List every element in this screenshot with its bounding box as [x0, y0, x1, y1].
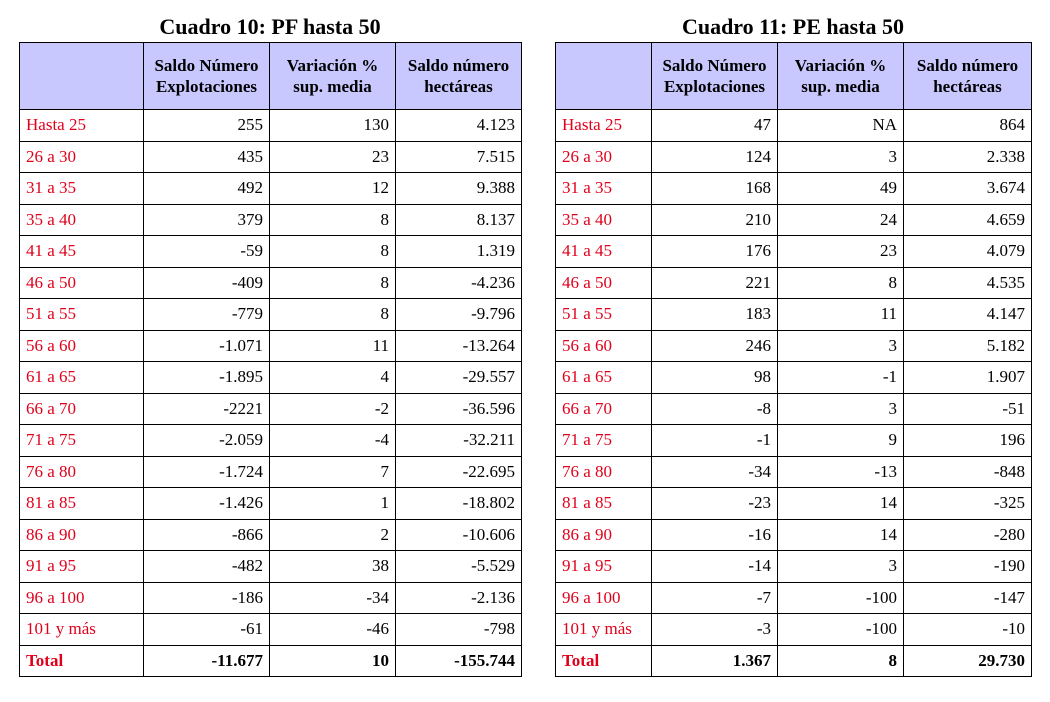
row-label: 101 y más: [20, 614, 144, 646]
table-cell: -10.606: [396, 519, 522, 551]
table-row: [556, 267, 1032, 299]
row-label: 66 a 70: [20, 393, 144, 425]
table-row: [20, 456, 522, 488]
row-label: 96 a 100: [556, 582, 652, 614]
table-cell: -13: [778, 456, 904, 488]
table-row: [556, 614, 1032, 646]
table-cell: 8: [270, 204, 396, 236]
table-cell: -8: [652, 393, 778, 425]
table-cell: -2221: [144, 393, 270, 425]
table-cell: 2.338: [904, 141, 1032, 173]
table-cell: 492: [144, 173, 270, 205]
table-row: [20, 173, 522, 205]
table-row: [556, 456, 1032, 488]
header-corner-cell: [20, 43, 144, 110]
row-label: 46 a 50: [20, 267, 144, 299]
table-row: [20, 614, 522, 646]
column-header: Saldo número hectáreas: [396, 43, 522, 110]
table-cell: -2.136: [396, 582, 522, 614]
table-cell: -4: [270, 425, 396, 457]
row-label: 61 a 65: [556, 362, 652, 394]
row-label: 81 a 85: [20, 488, 144, 520]
total-label: Total: [20, 645, 144, 677]
table-cell: -1.071: [144, 330, 270, 362]
table-row: [556, 582, 1032, 614]
table-row: [20, 236, 522, 268]
table-cell: 4.659: [904, 204, 1032, 236]
table-cell: -32.211: [396, 425, 522, 457]
table-cell: 38: [270, 551, 396, 583]
table-row: [556, 425, 1032, 457]
table-title: Cuadro 11: PE hasta 50: [681, 14, 905, 39]
data-table: [19, 42, 522, 677]
row-label: 56 a 60: [556, 330, 652, 362]
column-header: Saldo Número Explotaciones: [652, 43, 778, 110]
table-cell: -325: [904, 488, 1032, 520]
table-cell: -1.426: [144, 488, 270, 520]
table-cell: 221: [652, 267, 778, 299]
column-header: Saldo número hectáreas: [904, 43, 1032, 110]
table-cell: -23: [652, 488, 778, 520]
table-cell: 864: [904, 110, 1032, 142]
table-cell: 3: [778, 393, 904, 425]
table-row: [556, 551, 1032, 583]
table-cell: 23: [270, 141, 396, 173]
table-cell: -18.802: [396, 488, 522, 520]
table-cell: -482: [144, 551, 270, 583]
table-cell: -3: [652, 614, 778, 646]
table-cell: -59: [144, 236, 270, 268]
row-label: 35 a 40: [20, 204, 144, 236]
total-row: [20, 645, 522, 677]
table-cell: 3.674: [904, 173, 1032, 205]
table-cell: 3: [778, 330, 904, 362]
table-title: Cuadro 10: PF hasta 50: [159, 14, 381, 39]
table-cell: 12: [270, 173, 396, 205]
table-cell: -848: [904, 456, 1032, 488]
table-cell: 196: [904, 425, 1032, 457]
table-cell: 14: [778, 519, 904, 551]
table-cell: -2: [270, 393, 396, 425]
header-row: [556, 43, 1032, 110]
total-cell: 1.367: [652, 645, 778, 677]
table-cell: -13.264: [396, 330, 522, 362]
row-label: 56 a 60: [20, 330, 144, 362]
table-row: [20, 204, 522, 236]
table-cell: -1.724: [144, 456, 270, 488]
table-cell: -5.529: [396, 551, 522, 583]
row-label: Hasta 25: [556, 110, 652, 142]
table-cell: -51: [904, 393, 1032, 425]
table-row: [20, 488, 522, 520]
row-label: 26 a 30: [20, 141, 144, 173]
row-label: 76 a 80: [556, 456, 652, 488]
row-label: 41 a 45: [556, 236, 652, 268]
table-cell: -46: [270, 614, 396, 646]
table-cell: 9: [778, 425, 904, 457]
row-label: 91 a 95: [20, 551, 144, 583]
row-label: 31 a 35: [556, 173, 652, 205]
table-row: [20, 267, 522, 299]
total-cell: 29.730: [904, 645, 1032, 677]
table-cell: -34: [652, 456, 778, 488]
table-cell: 130: [270, 110, 396, 142]
table-row: [20, 141, 522, 173]
table-row: [556, 110, 1032, 142]
table-cell: 4.123: [396, 110, 522, 142]
table-cell: 3: [778, 551, 904, 583]
table-row: [20, 519, 522, 551]
column-header: Saldo Número Explotaciones: [144, 43, 270, 110]
table-cell: 4.079: [904, 236, 1032, 268]
table-row: [556, 330, 1032, 362]
row-label: 46 a 50: [556, 267, 652, 299]
table-row: [556, 141, 1032, 173]
table-cell: -190: [904, 551, 1032, 583]
table-cell: 7: [270, 456, 396, 488]
table-row: [20, 393, 522, 425]
total-cell: 10: [270, 645, 396, 677]
table-cell: 11: [778, 299, 904, 331]
table-cell: 4: [270, 362, 396, 394]
table-cell: -779: [144, 299, 270, 331]
table-cell: 3: [778, 141, 904, 173]
table-cell: 168: [652, 173, 778, 205]
table-cell: 8: [270, 299, 396, 331]
table-row: [556, 204, 1032, 236]
table-cell: 47: [652, 110, 778, 142]
table-row: [20, 551, 522, 583]
table-row: [556, 299, 1032, 331]
table-cell: 24: [778, 204, 904, 236]
table-cell: 379: [144, 204, 270, 236]
table-cell: 14: [778, 488, 904, 520]
table-cell: 5.182: [904, 330, 1032, 362]
row-label: 101 y más: [556, 614, 652, 646]
row-label: 51 a 55: [20, 299, 144, 331]
table-cell: -61: [144, 614, 270, 646]
table-cell: -2.059: [144, 425, 270, 457]
row-label: 81 a 85: [556, 488, 652, 520]
row-label: 91 a 95: [556, 551, 652, 583]
data-table: [555, 42, 1032, 677]
table-cell: -280: [904, 519, 1032, 551]
table-cell: -16: [652, 519, 778, 551]
row-label: Hasta 25: [20, 110, 144, 142]
table-body: [20, 110, 522, 677]
total-cell: 8: [778, 645, 904, 677]
total-cell: -11.677: [144, 645, 270, 677]
table-block-cuadro-11: [555, 12, 1031, 677]
row-label: 96 a 100: [20, 582, 144, 614]
table-cell: 210: [652, 204, 778, 236]
table-cell: -7: [652, 582, 778, 614]
table-cell: 176: [652, 236, 778, 268]
row-label: 86 a 90: [556, 519, 652, 551]
table-cell: -34: [270, 582, 396, 614]
table-row: [20, 425, 522, 457]
table-cell: 23: [778, 236, 904, 268]
table-cell: -798: [396, 614, 522, 646]
table-cell: -14: [652, 551, 778, 583]
header-row: [20, 43, 522, 110]
row-label: 76 a 80: [20, 456, 144, 488]
table-cell: -29.557: [396, 362, 522, 394]
table-block-cuadro-10: [19, 12, 521, 677]
table-row: [556, 393, 1032, 425]
table-cell: 98: [652, 362, 778, 394]
table-row: [20, 330, 522, 362]
table-cell: -186: [144, 582, 270, 614]
table-cell: -9.796: [396, 299, 522, 331]
table-cell: -409: [144, 267, 270, 299]
row-label: 61 a 65: [20, 362, 144, 394]
table-cell: 8.137: [396, 204, 522, 236]
table-cell: 255: [144, 110, 270, 142]
row-label: 26 a 30: [556, 141, 652, 173]
row-label: 71 a 75: [556, 425, 652, 457]
row-label: 86 a 90: [20, 519, 144, 551]
table-row: [556, 173, 1032, 205]
row-label: 41 a 45: [20, 236, 144, 268]
table-cell: 2: [270, 519, 396, 551]
table-cell: 4.535: [904, 267, 1032, 299]
row-label: 31 a 35: [20, 173, 144, 205]
table-cell: 1.907: [904, 362, 1032, 394]
table-cell: -147: [904, 582, 1032, 614]
total-label: Total: [556, 645, 652, 677]
table-cell: 11: [270, 330, 396, 362]
table-cell: -36.596: [396, 393, 522, 425]
table-body: [556, 110, 1032, 677]
table-row: [556, 236, 1032, 268]
table-cell: 7.515: [396, 141, 522, 173]
table-cell: 8: [270, 236, 396, 268]
table-row: [556, 488, 1032, 520]
table-header: [556, 43, 1032, 110]
column-header: Variación % sup. media: [778, 43, 904, 110]
row-label: 35 a 40: [556, 204, 652, 236]
table-cell: NA: [778, 110, 904, 142]
table-cell: 1.319: [396, 236, 522, 268]
table-cell: 1: [270, 488, 396, 520]
column-header: Variación % sup. media: [270, 43, 396, 110]
table-cell: -10: [904, 614, 1032, 646]
table-cell: -1: [778, 362, 904, 394]
row-label: 51 a 55: [556, 299, 652, 331]
table-row: [20, 110, 522, 142]
table-cell: 49: [778, 173, 904, 205]
table-row: [20, 362, 522, 394]
row-label: 66 a 70: [556, 393, 652, 425]
table-cell: 246: [652, 330, 778, 362]
header-corner-cell: [556, 43, 652, 110]
total-row: [556, 645, 1032, 677]
row-label: 71 a 75: [20, 425, 144, 457]
table-cell: -1.895: [144, 362, 270, 394]
table-cell: -866: [144, 519, 270, 551]
table-cell: -100: [778, 582, 904, 614]
table-cell: 435: [144, 141, 270, 173]
table-row: [556, 519, 1032, 551]
table-header: [20, 43, 522, 110]
table-cell: -22.695: [396, 456, 522, 488]
total-cell: -155.744: [396, 645, 522, 677]
table-cell: 4.147: [904, 299, 1032, 331]
table-cell: 124: [652, 141, 778, 173]
table-cell: 183: [652, 299, 778, 331]
table-row: [20, 582, 522, 614]
table-cell: -100: [778, 614, 904, 646]
table-cell: 8: [270, 267, 396, 299]
table-row: [556, 362, 1032, 394]
table-row: [20, 299, 522, 331]
table-cell: -1: [652, 425, 778, 457]
table-cell: 8: [778, 267, 904, 299]
table-cell: -4.236: [396, 267, 522, 299]
table-cell: 9.388: [396, 173, 522, 205]
